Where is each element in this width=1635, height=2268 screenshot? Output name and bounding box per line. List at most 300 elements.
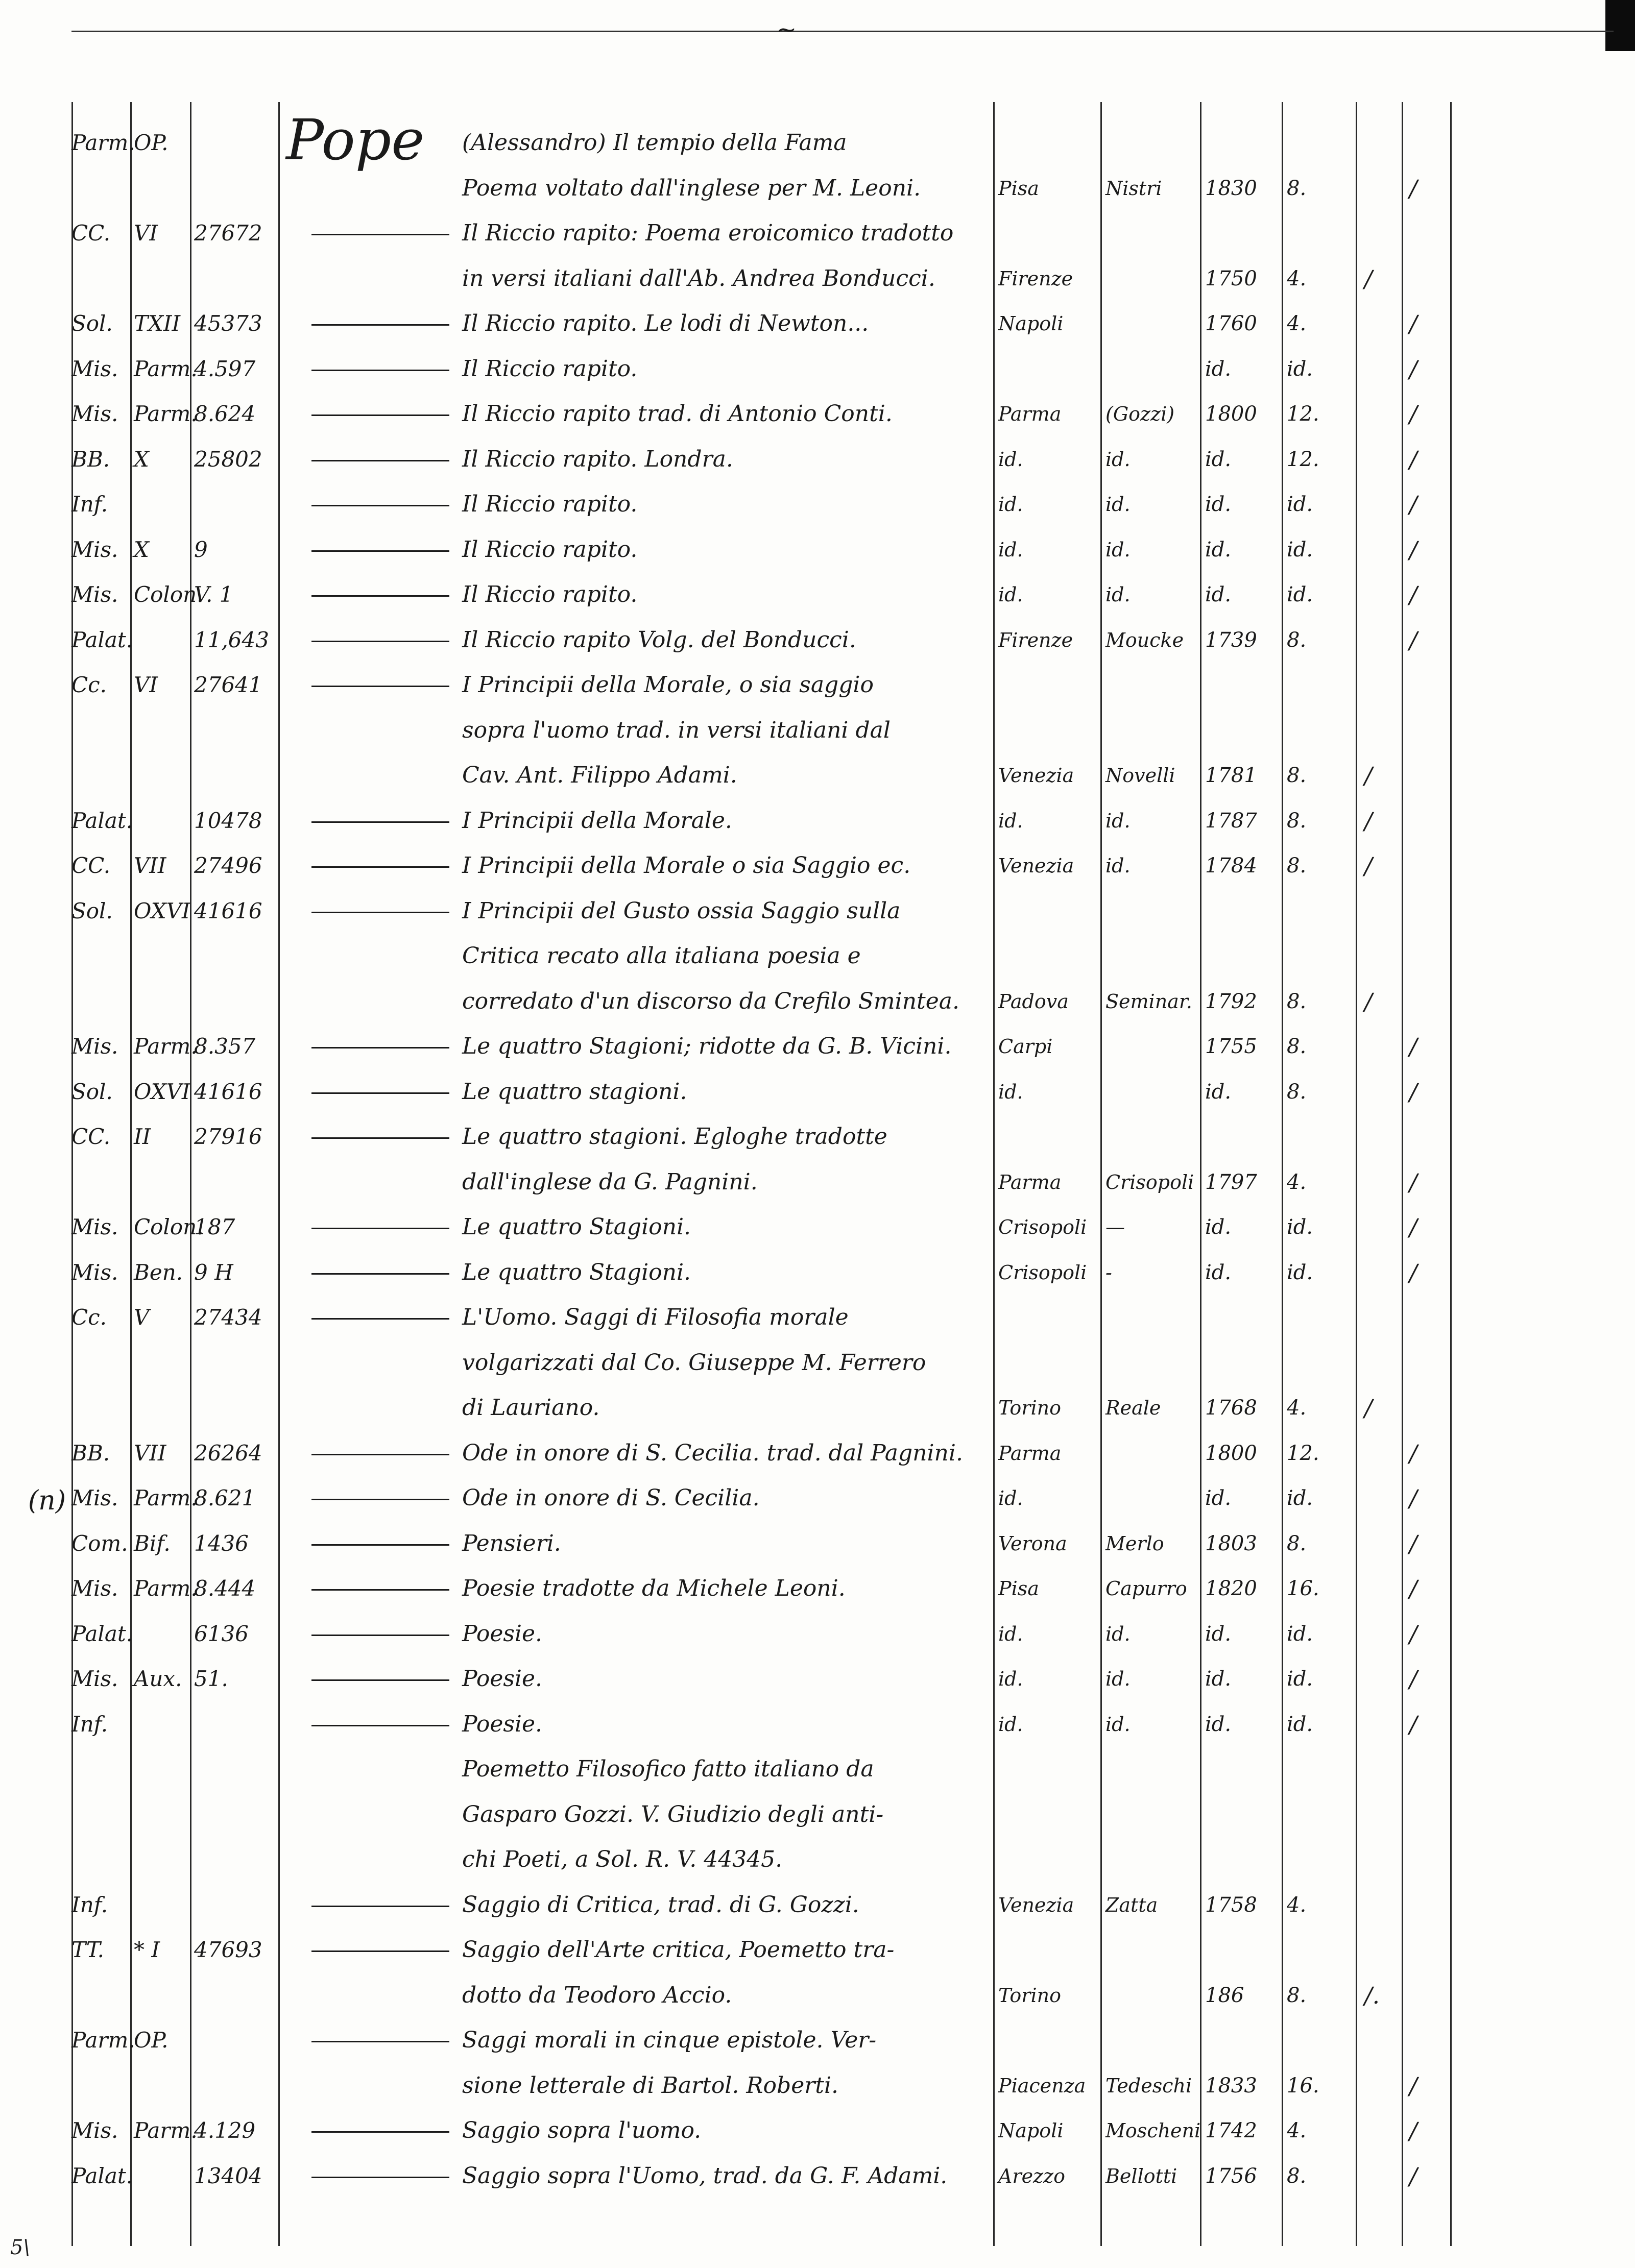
ditto-rule [311,1047,449,1048]
ditto-rule [311,595,449,597]
shelf-mark: Sol. [71,311,113,336]
section-mark: Parm. [134,1485,198,1510]
list-item [0,210,1635,256]
format: 8. [1287,1531,1307,1555]
year: 1756 [1205,2164,1257,2188]
section-mark: Parm. [134,1034,198,1059]
format: 4. [1287,2119,1307,2142]
printer: Capurro [1105,1577,1187,1600]
format: 8. [1287,1080,1307,1104]
section-mark: Colon. [134,1214,204,1239]
section-mark: VI [134,672,158,697]
entry-title: Poema voltato dall'inglese per M. Leoni. [462,175,921,201]
format: 12. [1287,447,1319,471]
entry-title: I Principii della Morale. [462,807,732,834]
entry-title: dotto da Teodoro Accio. [462,1982,732,2008]
ditto-rule [311,1679,449,1681]
format: id. [1287,538,1313,562]
printer: Zatta [1105,1893,1158,1916]
entry-title: Saggio sopra l'uomo. [462,2117,702,2143]
printer: id. [1105,1713,1131,1736]
call-number: 27672 [194,221,262,246]
call-number: 8.621 [194,1485,256,1510]
section-mark: Parm. [134,2118,198,2143]
year: 1755 [1205,1035,1257,1058]
check-mark-1: / [1364,852,1373,880]
year: 1797 [1205,1170,1257,1194]
entry-title: Il Riccio rapito. [462,536,638,563]
year: 1768 [1205,1396,1257,1420]
place-of-publication: id. [998,538,1023,561]
entry-title: Le quattro stagioni. [462,1078,687,1105]
call-number: 45373 [194,311,262,336]
place-of-publication: Pisa [998,177,1039,200]
section-mark: VII [134,853,166,878]
shelf-mark: Sol. [71,1079,113,1104]
year: id. [1205,493,1232,516]
ditto-rule [311,505,449,506]
list-item [0,1566,1635,1612]
shelf-mark: Inf. [71,492,108,517]
shelf-mark: Palat. [71,2163,133,2188]
check-mark-2: / [1409,1168,1417,1196]
entry-title: Gasparo Gozzi. V. Giudizio degli anti- [462,1801,884,1827]
printer: — [1105,1216,1125,1238]
printer: Reale [1105,1397,1161,1419]
entry-title: I Principii del Gusto ossia Saggio sulla [462,897,901,924]
entry-title: in versi italiani dall'Ab. Andrea Bonducci. [462,265,935,291]
year: id. [1205,1080,1232,1104]
call-number: 27496 [194,853,262,878]
list-item [0,481,1635,527]
entry-title: Ode in onore di S. Cecilia. [462,1485,760,1511]
entry-title: I Principii della Morale o sia Saggio ec. [462,852,911,879]
section-mark: OXVI [134,898,190,923]
format: id. [1287,1215,1313,1239]
call-number: 4.129 [194,2118,256,2143]
list-item [0,2108,1635,2154]
format: 8. [1287,1983,1307,2007]
shelf-mark: Cc. [71,672,107,697]
year: 1803 [1205,1531,1257,1555]
list-item [0,1295,1635,1340]
place-of-publication: id. [998,1622,1023,1645]
place-of-publication: Torino [998,1984,1061,2007]
shelf-mark: CC. [71,1124,111,1149]
ditto-rule [311,821,449,823]
section-mark: OP. [134,2028,169,2053]
list-item [0,391,1635,437]
shelf-mark: Mis. [71,2118,118,2143]
place-of-publication: Firenze [998,267,1073,290]
corner-note: 5\ [10,2236,30,2259]
call-number: 9 [194,536,208,562]
check-mark-2: / [1409,1484,1417,1512]
call-number: 25802 [194,446,262,472]
check-mark-2: / [1409,400,1417,428]
call-number: 27434 [194,1305,262,1330]
year: id. [1205,1215,1232,1239]
list-item [0,1340,1635,1386]
entry-title: Pensieri. [462,1530,561,1556]
section-mark: VII [134,1440,166,1466]
printer: - [1105,1261,1112,1284]
shelf-mark: Mis. [71,401,118,426]
check-mark-2: / [1409,310,1417,337]
section-mark: Aux. [134,1666,182,1691]
top-mark: ~ [776,15,797,44]
call-number: 51. [194,1666,228,1691]
place-of-publication: Piacenza [998,2074,1086,2097]
place-of-publication: id. [998,493,1023,516]
entry-title: chi Poeti, a Sol. R. V. 44345. [462,1846,783,1872]
printer: Moscheni [1105,2119,1201,2142]
place-of-publication: Crisopoli [998,1216,1087,1238]
list-item [0,1792,1635,1838]
entry-title: volgarizzati dal Co. Giuseppe M. Ferrero [462,1349,926,1376]
place-of-publication: Pisa [998,1577,1039,1600]
shelf-mark: Mis. [71,582,118,607]
ditto-rule [311,1635,449,1636]
section-mark: * I [134,1937,160,1962]
format: id. [1287,1486,1313,1510]
check-mark-2: / [1409,2162,1417,2190]
list-item [0,843,1635,889]
ditto-rule [311,686,449,687]
check-mark-1: / [1364,807,1373,835]
entry-title: Poesie. [462,1711,543,1737]
place-of-publication: id. [998,1713,1023,1736]
section-mark: X [134,446,149,472]
call-number: 47693 [194,1937,262,1962]
entry-title: Saggio di Critica, trad. di G. Gozzi. [462,1891,859,1918]
call-number: 4.597 [194,356,256,381]
call-number: 187 [194,1214,235,1239]
check-mark-2: / [1409,2117,1417,2144]
format: 8. [1287,2164,1307,2188]
check-mark-2: / [1409,1529,1417,1557]
list-item [0,798,1635,844]
list-item [0,436,1635,482]
place-of-publication: id. [998,1487,1023,1509]
ditto-rule [311,460,449,461]
printer: id. [1105,448,1131,471]
year: 1739 [1205,628,1257,652]
format: 8. [1287,764,1307,787]
call-number: 8.444 [194,1576,256,1601]
place-of-publication: Venezia [998,764,1074,787]
entry-title: Le quattro stagioni. Egloghe tradotte [462,1124,887,1150]
list-item [0,1611,1635,1657]
call-number: 1436 [194,1530,249,1556]
list-item [0,301,1635,347]
section-mark: Bif. [134,1530,171,1556]
printer: Moucke [1105,628,1184,651]
year: 1787 [1205,809,1257,833]
entry-title: corredato d'un discorso da Crefilo Smintea. [462,988,959,1014]
entry-title: Il Riccio rapito. [462,491,638,517]
entry-title: Critica recato alla italiana poesia e [462,943,861,969]
list-item [0,165,1635,211]
format: 8. [1287,1035,1307,1058]
call-number: V. 1 [194,582,233,607]
list-item [0,1656,1635,1702]
printer: Tedeschi [1105,2074,1192,2097]
ditto-rule [311,324,449,326]
year: 1800 [1205,402,1257,426]
list-item [0,1204,1635,1250]
place-of-publication: Parma [998,1170,1062,1193]
year: 1742 [1205,2119,1257,2142]
format: 4. [1287,1893,1307,1917]
call-number: 27916 [194,1124,262,1149]
call-number: 11,643 [194,627,269,652]
check-mark-2: / [1409,535,1417,564]
page-edge-shadow [1605,0,1635,51]
entry-title: Poesie. [462,1620,543,1647]
year: 1833 [1205,2074,1257,2098]
format: id. [1287,1712,1313,1736]
format: 16. [1287,1577,1319,1600]
call-number: 10478 [194,808,262,833]
check-mark-2: / [1409,1665,1417,1693]
format: 16. [1287,2074,1319,2098]
place-of-publication: Parma [998,1442,1062,1465]
list-item [0,1972,1635,2018]
entry-title: Le quattro Stagioni. [462,1214,691,1240]
list-item [0,1701,1635,1747]
section-mark: II [134,1124,151,1149]
check-mark-2: / [1409,1258,1417,1286]
format: id. [1287,1667,1313,1691]
shelf-mark: Mis. [71,1485,118,1510]
year: id. [1205,1667,1232,1691]
year: 1760 [1205,312,1257,335]
entry-title: Saggio dell'Arte critica, Poemetto tra- [462,1937,895,1963]
shelf-mark: Palat. [71,627,133,652]
section-mark: OXVI [134,1079,190,1104]
check-mark-2: / [1409,174,1417,202]
format: id. [1287,357,1313,381]
list-item [0,752,1635,798]
printer: Seminar. [1105,990,1192,1013]
printer: id. [1105,1622,1131,1645]
call-number: 9 H [194,1259,233,1285]
shelf-mark: Mis. [71,1666,118,1691]
place-of-publication: id. [998,1080,1023,1103]
margin-note: (n) [28,1485,66,1516]
ditto-rule [311,1589,449,1591]
shelf-mark: Mis. [71,1034,118,1059]
year: id. [1205,583,1232,606]
list-item [0,888,1635,934]
ditto-rule [311,1273,449,1275]
year: 1820 [1205,1577,1257,1600]
list-item [0,2063,1635,2109]
printer: id. [1105,583,1131,606]
list-item [0,256,1635,302]
section-mark: Ben. [134,1259,183,1285]
call-number: 6136 [194,1621,249,1646]
entry-title: L'Uomo. Saggi di Filosofia morale [462,1304,849,1330]
list-item [0,933,1635,979]
place-of-publication: Arezzo [998,2164,1066,2187]
year: 1758 [1205,1893,1257,1917]
section-mark: V [134,1305,150,1330]
printer: Merlo [1105,1532,1164,1555]
entry-title: Il Riccio rapito: Poema eroicomico tradotto [462,220,954,246]
entry-title: I Principii della Morale, o sia saggio [462,672,874,698]
format: 4. [1287,266,1307,290]
list-item [0,662,1635,708]
check-mark-1: / [1364,762,1373,789]
printer: id. [1105,1668,1131,1690]
shelf-mark: CC. [71,221,111,246]
check-mark-2: / [1409,445,1417,473]
section-mark: Colon. [134,582,204,607]
list-item [0,1746,1635,1792]
place-of-publication: Venezia [998,855,1074,877]
entry-title: Ode in onore di S. Cecilia. trad. dal Pagnini. [462,1440,963,1466]
shelf-mark: CC. [71,853,111,878]
printer: (Gozzi) [1105,403,1175,425]
call-number: 41616 [194,1079,262,1104]
printer: Nistri [1105,177,1162,200]
year: id. [1205,1712,1232,1736]
format: 8. [1287,628,1307,652]
printer: Novelli [1105,764,1175,787]
list-item [0,979,1635,1025]
section-mark: Parm. [134,1576,198,1601]
format: 8. [1287,176,1307,200]
shelf-mark: Palat. [71,1621,133,1646]
year: 186 [1205,1983,1244,2007]
list-item [0,1114,1635,1160]
list-item [0,1159,1635,1205]
entry-title: Poesie. [462,1666,543,1692]
place-of-publication: Parma [998,403,1062,425]
list-item [0,346,1635,392]
call-number: 27641 [194,672,262,697]
place-of-publication: Firenze [998,628,1073,651]
format: 8. [1287,989,1307,1013]
list-item [0,1023,1635,1069]
format: 12. [1287,1441,1319,1465]
year: 1792 [1205,989,1257,1013]
year: id. [1205,1622,1232,1646]
entry-title: sopra l'uomo trad. in versi italiani dal [462,717,891,743]
year: id. [1205,1260,1232,1284]
list-item [0,1069,1635,1115]
place-of-publication: id. [998,448,1023,471]
ditto-rule [311,1544,449,1546]
printer: id. [1105,493,1131,516]
shelf-mark: Sol. [71,898,113,923]
call-number: 26264 [194,1440,262,1466]
ditto-rule [311,370,449,371]
shelf-mark: Mis. [71,1214,118,1239]
place-of-publication: Venezia [998,1893,1074,1916]
check-mark-1: / [1364,1394,1373,1422]
entry-title: Poesie tradotte da Michele Leoni. [462,1575,846,1601]
list-item [0,2017,1635,2063]
check-mark-2: / [1409,1575,1417,1602]
entry-title: sione letterale di Bartol. Roberti. [462,2072,839,2099]
year: 1750 [1205,266,1257,290]
entry-title: di Lauriano. [462,1395,600,1421]
ditto-rule [311,1454,449,1455]
entry-title: Saggio sopra l'Uomo, trad. da G. F. Adami. [462,2162,948,2189]
list-item [0,1521,1635,1567]
entry-title: Il Riccio rapito trad. di Antonio Conti. [462,401,893,427]
ditto-rule [311,2177,449,2178]
entry-title: Le quattro Stagioni. [462,1259,691,1285]
shelf-mark: Parm. [71,130,135,155]
format: id. [1287,493,1313,516]
list-item [0,120,1635,166]
ditto-rule [311,866,449,868]
ditto-rule [311,1725,449,1726]
section-mark: Parm. [134,356,198,381]
check-mark-1: /. [1364,1981,1380,2009]
check-mark-2: / [1409,2071,1417,2100]
call-number: 8.624 [194,401,256,426]
list-item [0,527,1635,573]
check-mark-2: / [1409,1078,1417,1106]
entry-title: Il Riccio rapito. [462,581,638,607]
ditto-rule [311,641,449,642]
place-of-publication: id. [998,809,1023,832]
year: 1781 [1205,764,1257,787]
printer: id. [1105,855,1131,877]
place-of-publication: Padova [998,990,1069,1013]
entry-title: Il Riccio rapito. Le lodi di Newton... [462,310,869,336]
place-of-publication: Verona [998,1532,1067,1555]
call-number: 13404 [194,2163,262,2188]
check-mark-2: / [1409,626,1417,654]
ditto-rule [311,234,449,235]
place-of-publication: id. [998,1668,1023,1690]
shelf-mark: Mis. [71,1576,118,1601]
entry-title: Il Riccio rapito. [462,355,638,382]
printer: Crisopoli [1105,1170,1194,1193]
place-of-publication: Crisopoli [998,1261,1087,1284]
section-mark: X [134,536,149,562]
shelf-mark: Mis. [71,536,118,562]
place-of-publication: id. [998,583,1023,606]
year: id. [1205,1486,1232,1510]
shelf-mark: Parm. [71,2028,135,2053]
section-mark: VI [134,221,158,246]
year: 1830 [1205,176,1257,200]
check-mark-1: / [1364,987,1373,1015]
place-of-publication: Napoli [998,312,1064,335]
format: 4. [1287,1396,1307,1420]
ditto-rule [311,1318,449,1320]
entry-title: Il Riccio rapito. Londra. [462,446,733,472]
entry-title: (Alessandro) Il tempio della Fama [462,130,847,156]
format: 4. [1287,1170,1307,1194]
entry-title: dall'inglese da G. Pagnini. [462,1168,758,1195]
section-mark: Parm. [134,401,198,426]
format: 12. [1287,402,1319,426]
ditto-rule [311,1137,449,1139]
list-item [0,1250,1635,1296]
check-mark-2: / [1409,491,1417,518]
format: 8. [1287,854,1307,877]
entry-title: Il Riccio rapito Volg. del Bonducci. [462,626,856,653]
format: 8. [1287,809,1307,833]
